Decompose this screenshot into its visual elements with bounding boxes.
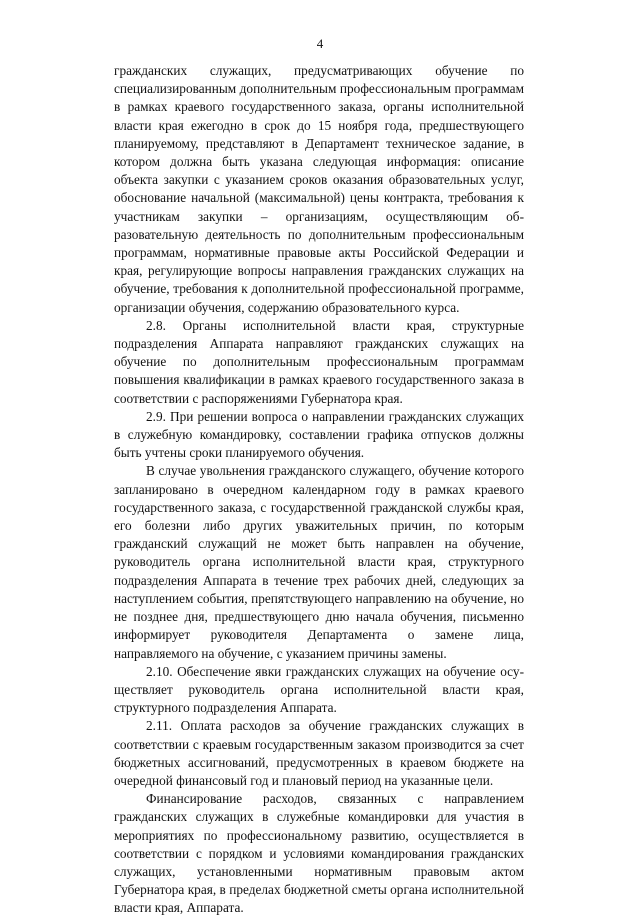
paragraph-financing: Финансирование расходов, связанных с направлением гражданских служащих в служебные командировки для участия в мероприятиях по профессиональному развитию, осуществляется в соответствии с порядком и условиями командирования гражданских служащих, установленными нормативным правовым актом Губернатора края, в пределах бюджетной сметы органа исполнительной власти края, Аппарата.: [114, 791, 524, 916]
paragraph-2-11: 2.11. Оплата расходов за обучение гражданских служащих в соответствии с краевым государственным заказом производится за счет бюджетных ассигнований, предусмотренных в краевом бюджете на очередной финансовый год и плановый период на указанные цели.: [114, 718, 524, 788]
paragraph-2-8: 2.8. Органы исполнительной власти края, структурные подразделения Аппарата направляют гражданских служащих на обучение по дополнительным профессиональным программам повышения квалификации в рамках краевого государственного заказа в соответствии с распоряжениями Губернатора края.: [114, 317, 524, 406]
paragraph-2-9: 2.9. При решении вопроса о направлении гражданских служащих в служебную командировку, составлении графика отпусков должны быть учтены сроки планируемого обучения.: [114, 408, 524, 461]
paragraph-continuation: гражданских служащих, предусматривающих обучение по специализированным дополнительным профессиональным программам в рамках краевого государственного заказа, органы исполнительной власти края ежегодно в срок до 15 ноября года, предшествующего планируемому, представляют в Департамент техническое задание, в котором должна быть указана следующая информация: описание объекта закупки с указанием сроков оказания образовательных услуг, обоснование начальной (максимальной) цены контракта, требования к участникам закупки – организациям, осуществляющим образовательную деятельность по дополнительным профессиональным программам, нормативные правовые акты Российской Федерации и края, регулирующие вопросы направления гражданских служащих на обучение, требования к дополнительной профессиональной программе, организации обучения, содержанию образовательного курса.: [114, 63, 524, 315]
paragraph-dismissal-case: В случае увольнения гражданского служащего, обучение которого запланировано в очередном календарном году в рамках краевого государственного заказа, с государственной гражданской службы края, его болезни либо других уважительных причин, по которым гражданский служащий не может быть направлен на обучение, руководитель органа исполнительной власти края, структурного подразделения Аппарата в течение трех рабочих дней, следующих за наступлением события, препятствующего направлению на обучение, но не позднее дня, предшествующего дню начала обучения, письменно информирует руководителя Департамента о замене лица, направляемого на обучение, с указанием причины замены.: [114, 463, 524, 661]
paragraph-2-10: 2.10. Обеспечение явки гражданских служащих на обучение осуществляет руководитель органа исполнительной власти края, структурного подразделения Аппарата.: [114, 663, 524, 716]
document-body: [114, 62, 524, 918]
page-number: 4: [316, 36, 324, 51]
